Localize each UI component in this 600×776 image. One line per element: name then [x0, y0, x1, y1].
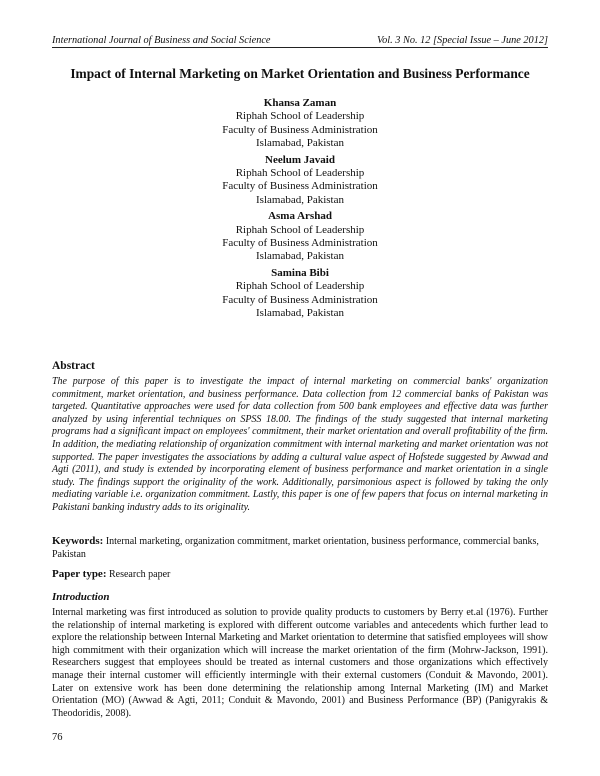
paper-type-text: Research paper — [108, 569, 171, 580]
journal-name: International Journal of Business and Social Science — [52, 35, 271, 46]
page-number: 76 — [52, 732, 63, 743]
author-location: Islamabad, Pakistan — [256, 250, 344, 263]
author-location: Islamabad, Pakistan — [256, 307, 344, 320]
paper-type — [52, 568, 170, 580]
author-entry — [0, 154, 600, 208]
author-entry — [0, 210, 600, 264]
keywords-label: Keywords: — [52, 535, 104, 547]
author-faculty: Faculty of Business Administration — [222, 123, 378, 136]
introduction-text: Internal marketing was first introduced as solution to provide quality products to customers by Berry et.al (1976). Further the relationship of internal marketing is explored with different outcome variables and antecedents which further lead to explore the relationship between Internal Marketing and Market orientation to determine that satisfied employees will show high commitment with their organization which will increase the market orientation of the firm (Mohrw-Jackson, 1991). Researchers suggest that employees should be treated as internal customers and those organizations which effectively manage their internal customer will efficiently intermingle with their external customers (Conduit & Mavondo, 2001). Later on extensive work has been done determining the relationship among Internal Marketing (IM) and Market Orientation (MO) (Awwad & Agti, 2011; Conduit & Mavondo, 2001) and Business Performance (BP) (Panigyrakis & Theodoridis, 2008). — [52, 607, 548, 719]
issue-info: Vol. 3 No. 12 [Special Issue – June 2012] — [376, 35, 548, 46]
author-school: Riphah School of Leadership — [235, 280, 365, 293]
author-name: Neelum Javaid — [265, 153, 335, 166]
author-name: Khansa Zaman — [263, 97, 337, 109]
author-faculty: Faculty of Business Administration — [222, 180, 378, 193]
author-block — [0, 97, 600, 324]
author-entry — [0, 97, 600, 151]
keywords — [52, 535, 548, 561]
running-header — [52, 35, 548, 48]
author-faculty: Faculty of Business Administration — [222, 293, 378, 306]
paper-type-label: Paper type: — [52, 568, 107, 580]
author-school: Riphah School of Leadership — [235, 167, 365, 180]
abstract-heading: Abstract — [52, 360, 95, 372]
abstract-text: The purpose of this paper is to investigate the impact of internal marketing on commercial banks' organization commitment, market orientation, and business performance. Data collection from 12 commercial banks of Pakistan was targeted. Quantitative approaches were used for data collection from 500 bank employees and effective data was further analyzed by using inferential techniques on SPSS 18.00. The findings of the study suggested that internal marketing programs had a significant impact on employees' commitment, their market orientation and overall profitability of the firm. In addition, the mediating relationship of organization commitment with internal marketing and market orientation was not supported. The paper investigates the associations by adding a cultural value aspect of Hofstede suggested by Awwad and Agti (2011), and study is extended by incorporating element of business performance and market orientation in a single study. The findings support the originality of the work. Additionally, parsimonious aspect is followed by taking the only mediating variable i.e. organization commitment. Lastly, this paper is one of few papers that focus on internal marketing in Pakistani banking industry adds to its originality. — [52, 376, 548, 513]
keywords-text: Internal marketing, organization commitment, market orientation, business performance, commercial banks, Pakistan — [52, 536, 539, 560]
introduction-heading: Introduction — [52, 591, 110, 603]
author-location: Islamabad, Pakistan — [256, 137, 344, 150]
paper-title: Impact of Internal Marketing on Market Orientation and Business Performance — [70, 66, 530, 81]
author-entry — [0, 267, 600, 321]
author-name: Samina Bibi — [271, 266, 329, 279]
author-location: Islamabad, Pakistan — [256, 193, 344, 206]
author-name: Asma Arshad — [268, 210, 332, 223]
author-faculty: Faculty of Business Administration — [222, 237, 378, 250]
author-school: Riphah School of Leadership — [235, 223, 365, 236]
author-school: Riphah School of Leadership — [235, 110, 365, 123]
